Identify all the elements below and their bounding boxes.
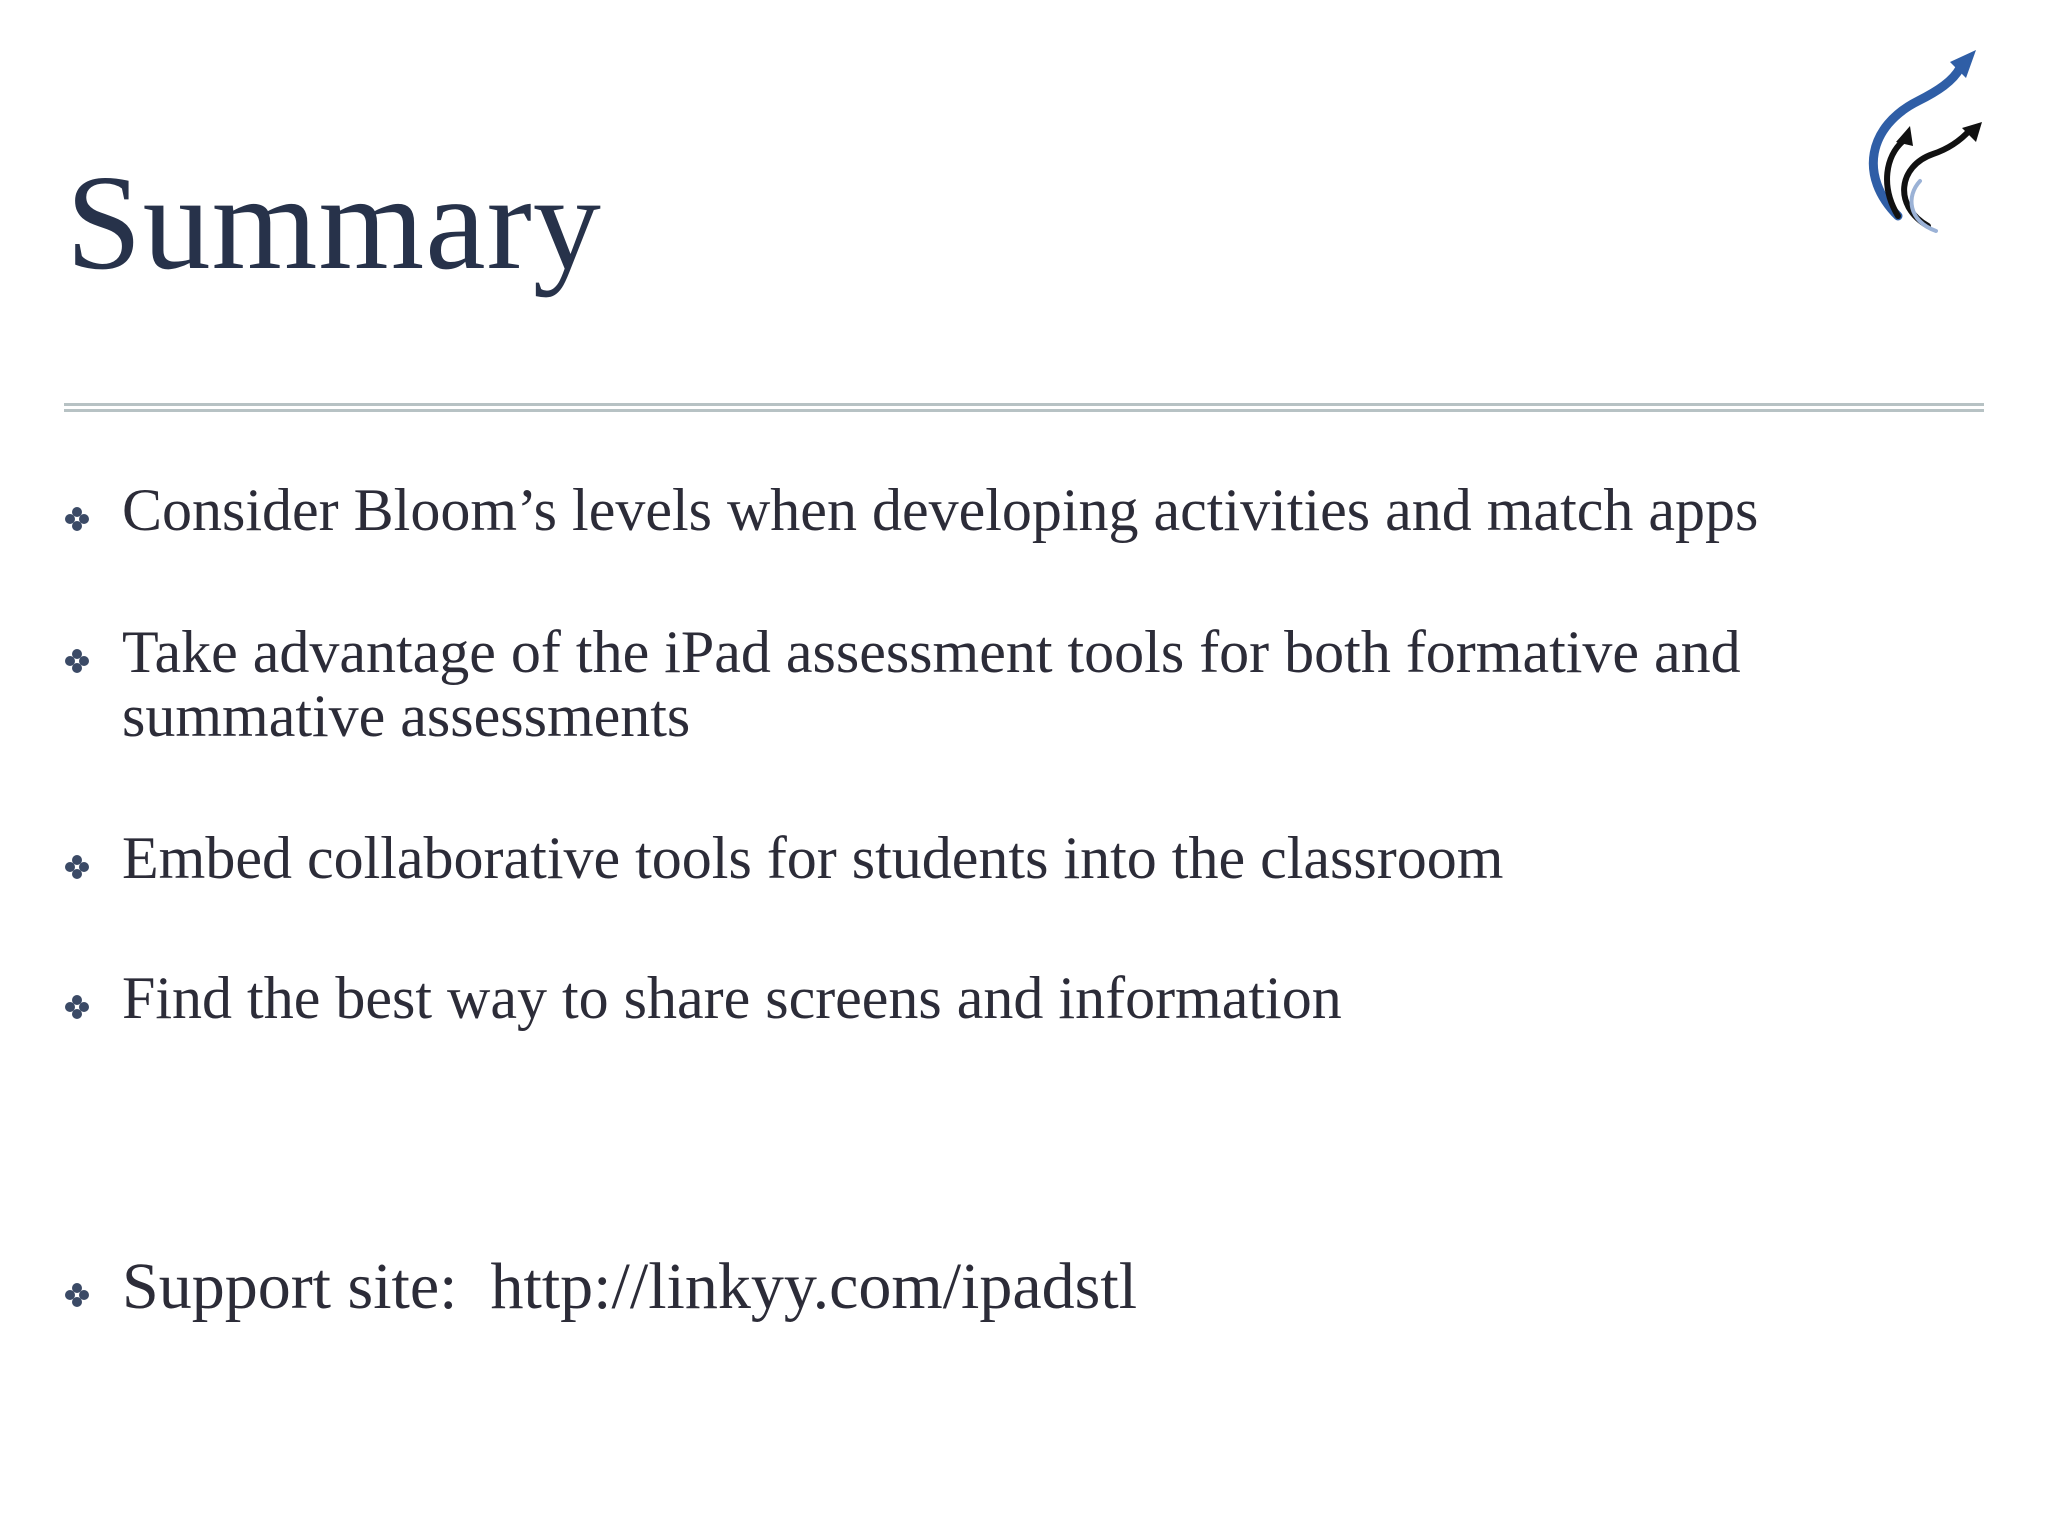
bullet-icon (64, 1282, 90, 1308)
bullet-icon (64, 854, 90, 880)
slide-title: Summary (66, 148, 602, 298)
bullet-icon (64, 506, 90, 532)
bullet-icon (64, 648, 90, 674)
bullet-text: Consider Bloom’s levels when developing activities and match apps (122, 477, 1759, 543)
support-site-text: Support site: http://linkyy.com/ipadstl (122, 1250, 1138, 1323)
bullet-text: Find the best way to share screens and information (122, 965, 1342, 1031)
bullet-text: Take advantage of the iPad assessment tools for both formative and summative assessments (122, 619, 1741, 749)
bullet-text: Embed collaborative tools for students into the classroom (122, 825, 1504, 891)
bullet-icon (64, 994, 90, 1020)
